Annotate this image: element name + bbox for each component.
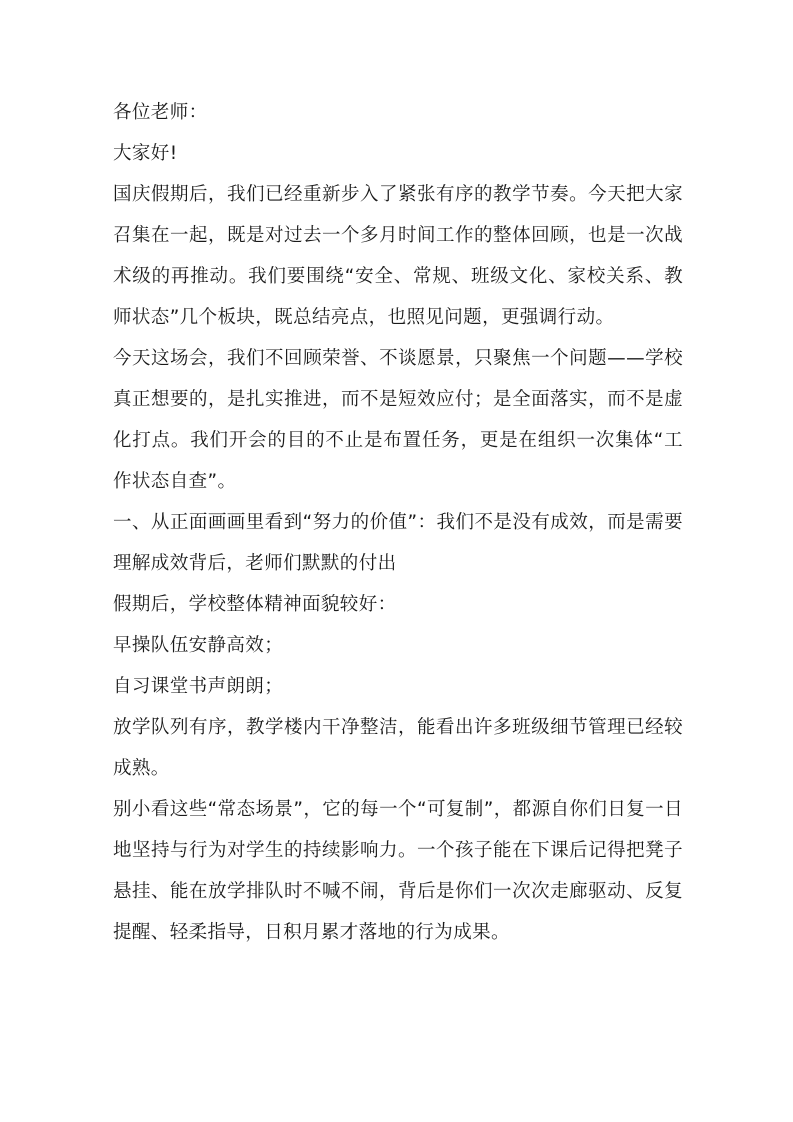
paragraph-item-morning-exercise: 早操队伍安静高效；	[113, 635, 284, 656]
paragraph-after-holiday: 假期后，学校整体精神面貌较好：	[113, 594, 397, 615]
paragraph-normal-scenes: 别小看这些“常态场景”，它的每一个“可复制”，都源自你们日复一日地坚持与行为对学生的持续影响力。一个孩子能在下课后记得把凳子悬挂、能在放学排队时不喊不闹，背后是你们一次次走廊驱动、反复提醒、轻柔指导，日积月累才落地的行为成果。	[113, 799, 683, 943]
paragraph-intro: 国庆假期后，我们已经重新步入了紧张有序的教学节奏。今天把大家召集在一起，既是对过去一个多月时间工作的整体回顾，也是一次战术级的再推动。我们要围绕“安全、常规、班级文化、家校关系、教师状态”几个板块，既总结亮点，也照见问题，更强调行动。	[113, 184, 683, 328]
paragraph-item-dismissal: 放学队列有序，教学楼内干净整洁，能看出许多班级细节管理已经较成熟。	[113, 717, 683, 779]
paragraph-section-one-heading: 一、从正面画画里看到“努力的价值”：我们不是没有成效，而是需要理解成效背后，老师们默默的付出	[113, 512, 683, 574]
paragraph-purpose: 今天这场会，我们不回顾荣誉、不谈愿景，只聚焦一个问题——学校真正想要的，是扎实推进，而不是短效应付；是全面落实，而不是虚化打点。我们开会的目的不止是布置任务，更是在组织一次集体“工作状态自查”。	[113, 348, 683, 492]
paragraph-greeting: 大家好!	[113, 143, 178, 164]
paragraph-salutation: 各位老师：	[113, 102, 208, 123]
paragraph-item-self-study: 自习课堂书声朗朗；	[113, 676, 284, 697]
document-body	[113, 92, 683, 953]
